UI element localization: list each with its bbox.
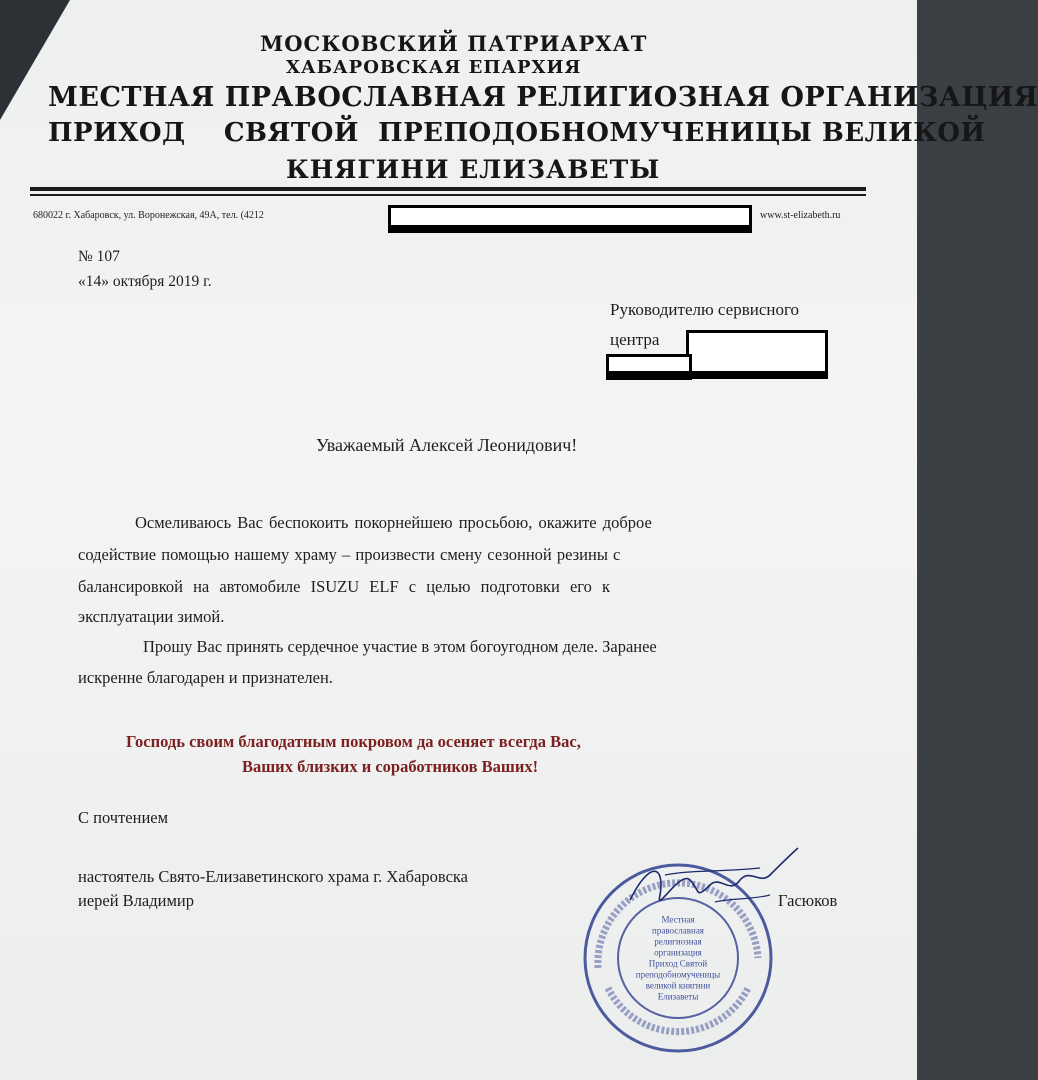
signature-title: настоятель Свято-Елизаветинского храма г. Хабаровска [78,867,468,886]
stamp-text-line: великой княгини [645,980,711,991]
recipient-line-2: центра [610,330,660,349]
closing: С почтением [78,808,169,827]
stamp-text-line: религиозная [654,936,702,947]
header-patriarchate: МОСКОВСКИЙ ПАТРИАРХАТ [260,31,648,56]
paragraph-1-line-3: балансировкой на автомобиле ISUZU ELF с целью подготовки его к [78,577,611,596]
stamp-text-line: организация [654,947,702,958]
signature-surname: Гасюков [778,891,838,910]
signature-name: иерей Владимир [78,891,194,910]
letter-number: № 107 [78,248,120,265]
header-parish: ПРИХОД СВЯТОЙ ПРЕПОДОБНОМУЧЕНИЦЫ ВЕЛИКОЙ [48,118,986,148]
header-rule-thick [30,187,866,191]
paragraph-1-line-2: содействие помощью нашему храму – произвести смену сезонной резины с [78,545,621,564]
contact-address: 680022 г. Хабаровск, ул. Воронежская, 49А, тел. (4212 [33,210,264,221]
stamp-text-line: Приход Святой [648,958,708,969]
blessing-line-2: Ваших близких и соработников Ваших! [242,757,539,776]
blessing-line-1: Господь своим благодатным покровом да осеняет всегда Вас, [126,732,581,751]
stamp-text-line: преподобномученицы [635,969,721,980]
recipient-line-1: Руководителю сервисного [610,300,800,319]
header-eparchy: ХАБАРОВСКАЯ ЕПАРХИЯ [286,57,582,78]
header-princess: КНЯГИНИ ЕЛИЗАВЕТЫ [286,155,661,184]
stamp-text-line: Елизаветы [657,991,699,1002]
salutation: Уважаемый Алексей Леонидович! [316,435,578,455]
paragraph-1-line-4: эксплуатации зимой. [78,607,225,626]
contact-website: www.st-elizabeth.ru [760,210,841,221]
stamp-text-line: православная [652,925,704,936]
redaction-recipient-bar [606,371,828,379]
paragraph-1-line-1: Осмеливаюсь Вас беспокоить покорнейшею просьбою, окажите доброе [135,513,652,532]
stamp-text-line: Местная [661,914,695,925]
letter-date: «14» октября 2019 г. [78,273,212,290]
paragraph-2-line-2: искренне благодарен и признателен. [78,668,333,687]
handwritten-signature-icon [620,840,810,920]
header-organization: МЕСТНАЯ ПРАВОСЛАВНАЯ РЕЛИГИОЗНАЯ ОРГАНИЗАЦИЯ [48,82,1038,113]
header-rule-thin [30,194,866,196]
redaction-phone-bar [388,225,752,233]
paragraph-2-line-1: Прошу Вас принять сердечное участие в этом богоугодном деле. Заранее [143,637,657,656]
